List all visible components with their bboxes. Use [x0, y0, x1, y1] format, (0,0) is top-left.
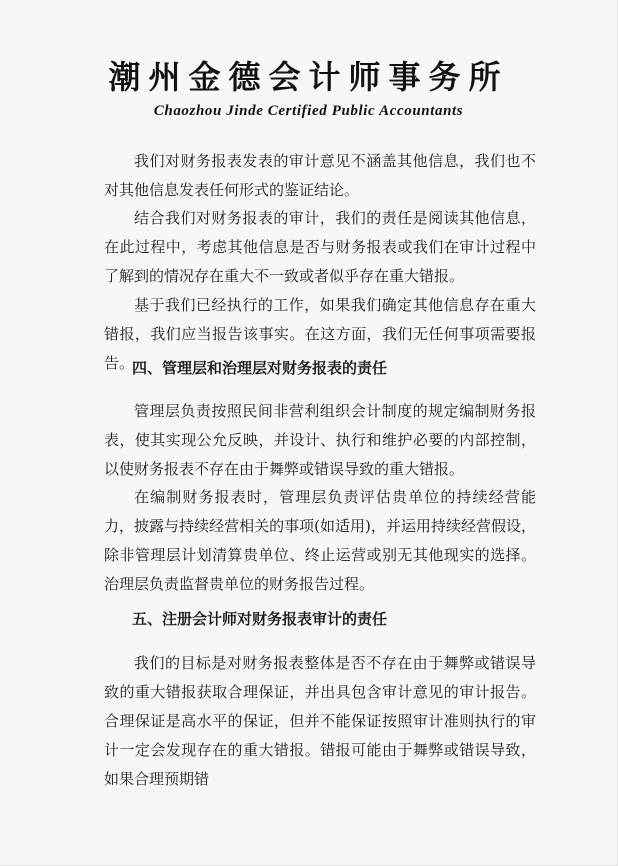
firm-name-english: Chaozhou Jinde Certified Public Accountants [153, 103, 464, 119]
paragraph-going-concern: 在编制财务报表时，管理层负责评估贵单位的持续经营能力，披露与持续经营相关的事项(如适用)，并运用持续经营假设，除非管理层计划清算贵单位、终止运营或别无其他现实的选择。治理层负责监督贵单位的财务报告过程。 [104, 488, 536, 593]
paragraph-other-info-report: 基于我们已经执行的工作，如果我们确定其他信息存在重大错报，我们应当报告该事实。在这方面，我们无任何事项需要报告。 [104, 296, 536, 372]
section-heading-management-responsibility: 四、管理层和治理层对财务报表的责任 [132, 359, 388, 377]
paragraph-management-responsibility: 管理层负责按照民间非营利组织会计制度的规定编制财务报表，使其实现公允反映，并设计、执行和维护必要的内部控制，以使财务报表不存在由于舞弊或错误导致的重大错报。 [104, 402, 536, 478]
firm-name-chinese: 潮州金德会计师事务所 [108, 58, 509, 96]
section-heading-auditor-responsibility: 五、注册会计师对财务报表审计的责任 [132, 610, 388, 628]
paragraph-audit-objective: 我们的目标是对财务报表整体是否不存在由于舞弊或错误导致的重大错报获取合理保证，并出具包含审计意见的审计报告。合理保证是高水平的保证，但并不能保证按照审计准则执行的审计一定会发现存在的重大错报。错报可能由于舞弊或错误导致，如果合理预期错 [104, 654, 536, 788]
paragraph-other-info-responsibility: 结合我们对财务报表的审计，我们的责任是阅读其他信息，在此过程中，考虑其他信息是否与财务报表或我们在审计过程中了解到的情况存在重大不一致或者似乎存在重大错报。 [104, 209, 536, 285]
paragraph-other-info-opinion: 我们对财务报表发表的审计意见不涵盖其他信息，我们也不对其他信息发表任何形式的鉴证结论。 [104, 152, 536, 199]
